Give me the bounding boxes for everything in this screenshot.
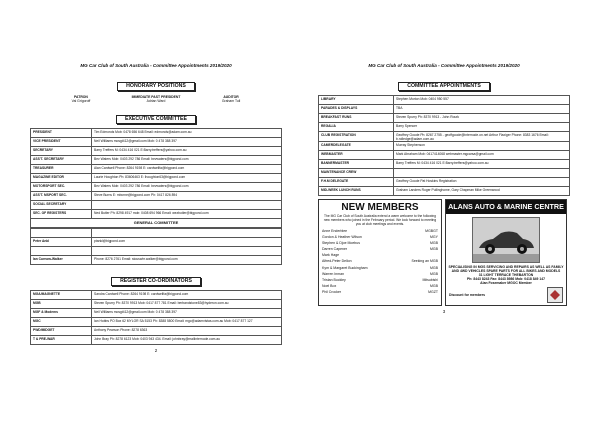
row-value: Barry Treffers M: 0434 416 021 E:Barry.treffers@yahoo.com.au — [92, 147, 282, 156]
row-value: Graham Landers Roger Pullinghome, Gary Chapman Mike Greenwood — [394, 187, 570, 196]
table-row — [319, 178, 570, 187]
honorary-position: AUDITOR Graham Tull — [221, 95, 241, 103]
member-model: MGBGT — [425, 229, 438, 233]
honorary-positions — [30, 95, 282, 103]
ad-owner: Alan Fosemaker MGOC Member — [480, 281, 532, 286]
row-label: BREAKFAST RUNS — [319, 114, 394, 123]
member-model: MGB — [430, 271, 438, 276]
row-label: F.H.M DELEGATE — [319, 178, 394, 187]
table-row — [31, 165, 282, 174]
table-row — [31, 138, 282, 147]
table-row — [31, 309, 282, 318]
row-value: Geoffrey Goode Pat Hoskins Registration — [394, 178, 570, 187]
member-name: Kym & Margaret Buckingham — [322, 265, 368, 270]
row-label: T & PRE-WAR — [31, 336, 92, 345]
row-value: Geoffrey Goode Ph: 8267 2755 - geoffgoode@internode.on.net Arthur Flaxiger Phone: 8383 1676 Email: b.rolledge@adam.com.au — [394, 132, 570, 142]
row-value: Sandra Cardwell Phone: 8264 9198 E: cardwellfa@bigpond.com — [92, 291, 282, 300]
row-label: CLUB REGISTRATION — [319, 132, 394, 142]
table-row — [319, 151, 570, 160]
row-value: Barry Spencer — [394, 123, 570, 132]
row-label — [31, 229, 92, 238]
member-model: MGB — [430, 247, 438, 252]
bottom-section — [318, 199, 570, 306]
honorary-position: PATRON Val Grigoroff — [71, 95, 91, 103]
row-label — [31, 247, 92, 256]
member-model: MGB — [430, 241, 438, 246]
row-label: SECRETARY — [31, 147, 92, 156]
table-row — [319, 105, 570, 114]
member-name: Anne Enderblee — [322, 229, 348, 233]
general-committee-title: GENERAL COMMITTEE — [30, 219, 282, 228]
row-value — [394, 169, 570, 178]
table-row — [31, 229, 282, 238]
honorary-title: HONORARY POSITIONS — [30, 74, 282, 92]
ad-heading: ALANS AUTO & MARINE CENTRE — [446, 200, 566, 214]
table-row — [31, 192, 282, 201]
row-value: Steven Spurry Ph: 8370 9913 - John Rourk — [394, 114, 570, 123]
member-name: Gordon & Heather Wilson — [322, 235, 362, 240]
table-row — [31, 201, 282, 210]
table-row — [31, 318, 282, 327]
new-members-title: NEW MEMBERS — [341, 202, 419, 213]
row-label: Ian Curnow-Walker — [31, 256, 92, 265]
row-value: Murray Stephenson — [394, 142, 570, 151]
table-row — [31, 291, 282, 300]
table-row — [319, 160, 570, 169]
row-value: Bev Waters Mob: 0403 292 786 Email: bevwaters@bigpond.com — [92, 156, 282, 165]
row-value: John Bray Ph: 8278 6123 Mob: 0403 943 434. Email: johnbray@mailinternode.com.au — [92, 336, 282, 345]
row-label: PRESIDENT — [31, 129, 92, 138]
row-label: MID-WEEK LUNCH RUNS — [319, 187, 394, 196]
car-image-icon — [473, 218, 539, 262]
page-number: 3 — [442, 309, 446, 315]
row-value: Bev Waters Mob: 0403 292 786 Email: bevwaters@bigpond.com — [92, 183, 282, 192]
advertisement — [445, 199, 567, 306]
ad-discount: Discount for members — [449, 293, 485, 298]
row-value: Phone: 8276 2761 Email: stouswhr.walker@bigpond.com — [92, 256, 282, 265]
member-name: Mark Hage — [322, 253, 340, 258]
member-model: Seeking an MGB — [411, 259, 438, 264]
member-model: Mitsubishi — [422, 277, 438, 282]
member-model: MGY — [430, 235, 438, 240]
mg-badge-icon — [547, 287, 563, 303]
row-value: Steve Burns E: mbcrne@bigpond.com Ph: 0417 826 894 — [92, 192, 282, 201]
row-value: Anthony Pearson Phone: 8278 6363 — [92, 327, 282, 336]
table-row — [319, 187, 570, 196]
row-label: MAINTENANCE CREW — [319, 169, 394, 178]
general-committee-table — [30, 228, 282, 265]
member-model: MGB — [430, 283, 438, 288]
running-head: MG Car Club of South Australia - Committee Appointments 2019/2020 — [80, 63, 232, 68]
row-value — [92, 229, 282, 238]
row-label: REGALIA — [319, 123, 394, 132]
member-name: Warren Inman — [322, 271, 345, 276]
row-label: PARADES & DISPLAYS — [319, 105, 394, 114]
running-head: MG Car Club of South Australia - Committee Appointments 2019/2020 — [368, 63, 520, 68]
table-row — [31, 256, 282, 265]
registers-title: REGISTER CO-ORDINATORS — [30, 269, 282, 287]
table-row — [319, 132, 570, 142]
member-name: Darren Capener — [322, 247, 348, 252]
executive-title: EXECUTIVE COMMITTEE — [30, 107, 282, 125]
row-label: CAMERDELEGATE — [319, 142, 394, 151]
right-page — [318, 62, 570, 362]
row-value: Laurie Houghton Ph: 83606463 E: lhoughton63@bigpond.com — [92, 174, 282, 183]
table-row — [31, 129, 282, 138]
row-label: WEBMASTER — [319, 151, 394, 160]
left-page — [30, 62, 282, 362]
page-number: 2 — [154, 348, 158, 353]
table-row — [31, 247, 282, 256]
ad-phones: Ph: 8443 8243 Fax: 8443 8986 Mob: 0418 849 147 — [466, 277, 546, 282]
table-row — [31, 156, 282, 165]
row-value — [92, 247, 282, 256]
row-value: Ian Hobbs PO Box 62 MYLOR SA 5153 Ph: 8388 5800 Email: mgc@adamvistas.com.au Mob: 0417 877 127 — [92, 318, 282, 327]
ad-services: SPECIALISING IN MGS SERVICING AND REPAIRS AS WELL AS FAMILY AND 4WD VEHICLES SPARE PARTS FOR ALL BIKES AND MODELS — [448, 265, 564, 274]
row-label: MGF & Modems — [31, 309, 92, 318]
row-label: LIBRARY — [319, 96, 394, 105]
row-label: TREASURER — [31, 165, 92, 174]
row-value: Stephen Morton Mob: 0404 950 557 — [394, 96, 570, 105]
car-photo — [472, 217, 540, 263]
executive-table — [30, 128, 282, 219]
new-members-list — [321, 228, 439, 295]
row-label: Peter Ankl — [31, 238, 92, 247]
table-row — [31, 238, 282, 247]
table-row — [319, 123, 570, 132]
honorary-position: IMMEDIATE PAST PRESIDENT Adrian Ward — [131, 95, 181, 103]
row-value: Ned Butler Ph: 8298 4917 mob: 0408 694 966 Email: wezbutler@bigpond.com — [92, 210, 282, 219]
table-row — [31, 210, 282, 219]
table-row — [31, 300, 282, 309]
member-name: Tristan Buckley — [322, 277, 346, 282]
row-label: ASS'T. MSPORT SEC. — [31, 192, 92, 201]
row-value: Tim Edmonds Mob: 0478 656 648 Email: edmonds@adam.com.au — [92, 129, 282, 138]
row-value: Steven Spurry Ph: 8370 9913 Mob: 0417 877 781 Email: berbandstone83@hyderon.com.au — [92, 300, 282, 309]
row-label: MGC — [31, 318, 92, 327]
row-label: BANNERMASTER — [319, 160, 394, 169]
row-label: MGA/MAGNETTE — [31, 291, 92, 300]
appointments-table — [318, 95, 570, 196]
new-members-intro: The MG Car Club of South Australia extend a warm welcome to the following new members who joined in the February period. We look forward to meeting you at club meetings and events. — [323, 214, 437, 226]
committee-appointments-title: COMMITTEE APPOINTMENTS — [318, 74, 570, 92]
member-model: MGZT — [428, 289, 438, 294]
row-value: Mark Abraham Mob: 0417414068 webmaster.mgcarsa@gmail.com — [394, 151, 570, 160]
row-label: MGB — [31, 300, 92, 309]
row-label: MAGAZINE EDITOR — [31, 174, 92, 183]
row-label: VICE PRESIDENT — [31, 138, 92, 147]
row-value: Neil Williams mosgt412@gmail.com Mob: 0 478 388 397 — [92, 309, 282, 318]
table-row — [31, 327, 282, 336]
table-row — [319, 169, 570, 178]
row-value: TBA — [394, 105, 570, 114]
table-row — [31, 336, 282, 345]
ad-address: 31 LIGHT TERRACE THEBARTON — [478, 273, 534, 278]
ad-footer — [446, 285, 566, 305]
table-row — [319, 142, 570, 151]
table-row — [31, 147, 282, 156]
row-value: Barry Treffers M: 0434 416 021 E:Barry.treffers@yahoo.com.au — [394, 160, 570, 169]
member-name: Alfred-Peter Dellon — [322, 259, 352, 264]
member-name: Stephen & Djoe Moebus — [322, 241, 360, 246]
row-value — [92, 201, 282, 210]
table-row — [31, 183, 282, 192]
row-value: Neil Williams mosgt412@gmail.com Mob: 0 478 388 397 — [92, 138, 282, 147]
table-row — [31, 174, 282, 183]
registers-table — [30, 290, 282, 345]
row-value: ptankl@bigpond.com — [92, 238, 282, 247]
row-label: SOCIAL SECRETARY — [31, 201, 92, 210]
row-label: MOTORSPORT SEC. — [31, 183, 92, 192]
table-row — [319, 96, 570, 105]
row-label: PWD/MIDGET — [31, 327, 92, 336]
member-model: MGB — [430, 265, 438, 270]
new-members-box — [318, 199, 442, 306]
table-row — [319, 114, 570, 123]
member-name: Phil Crocker — [322, 289, 342, 294]
row-value: Alan Cardwell Phone: 8264 9198 E: cardwellfa@bigpond.com — [92, 165, 282, 174]
list-item — [321, 289, 439, 295]
member-name: Noel Box — [322, 283, 337, 288]
row-label: SEC. OF REGISTERS — [31, 210, 92, 219]
row-label: ASS'T. SECRETARY — [31, 156, 92, 165]
